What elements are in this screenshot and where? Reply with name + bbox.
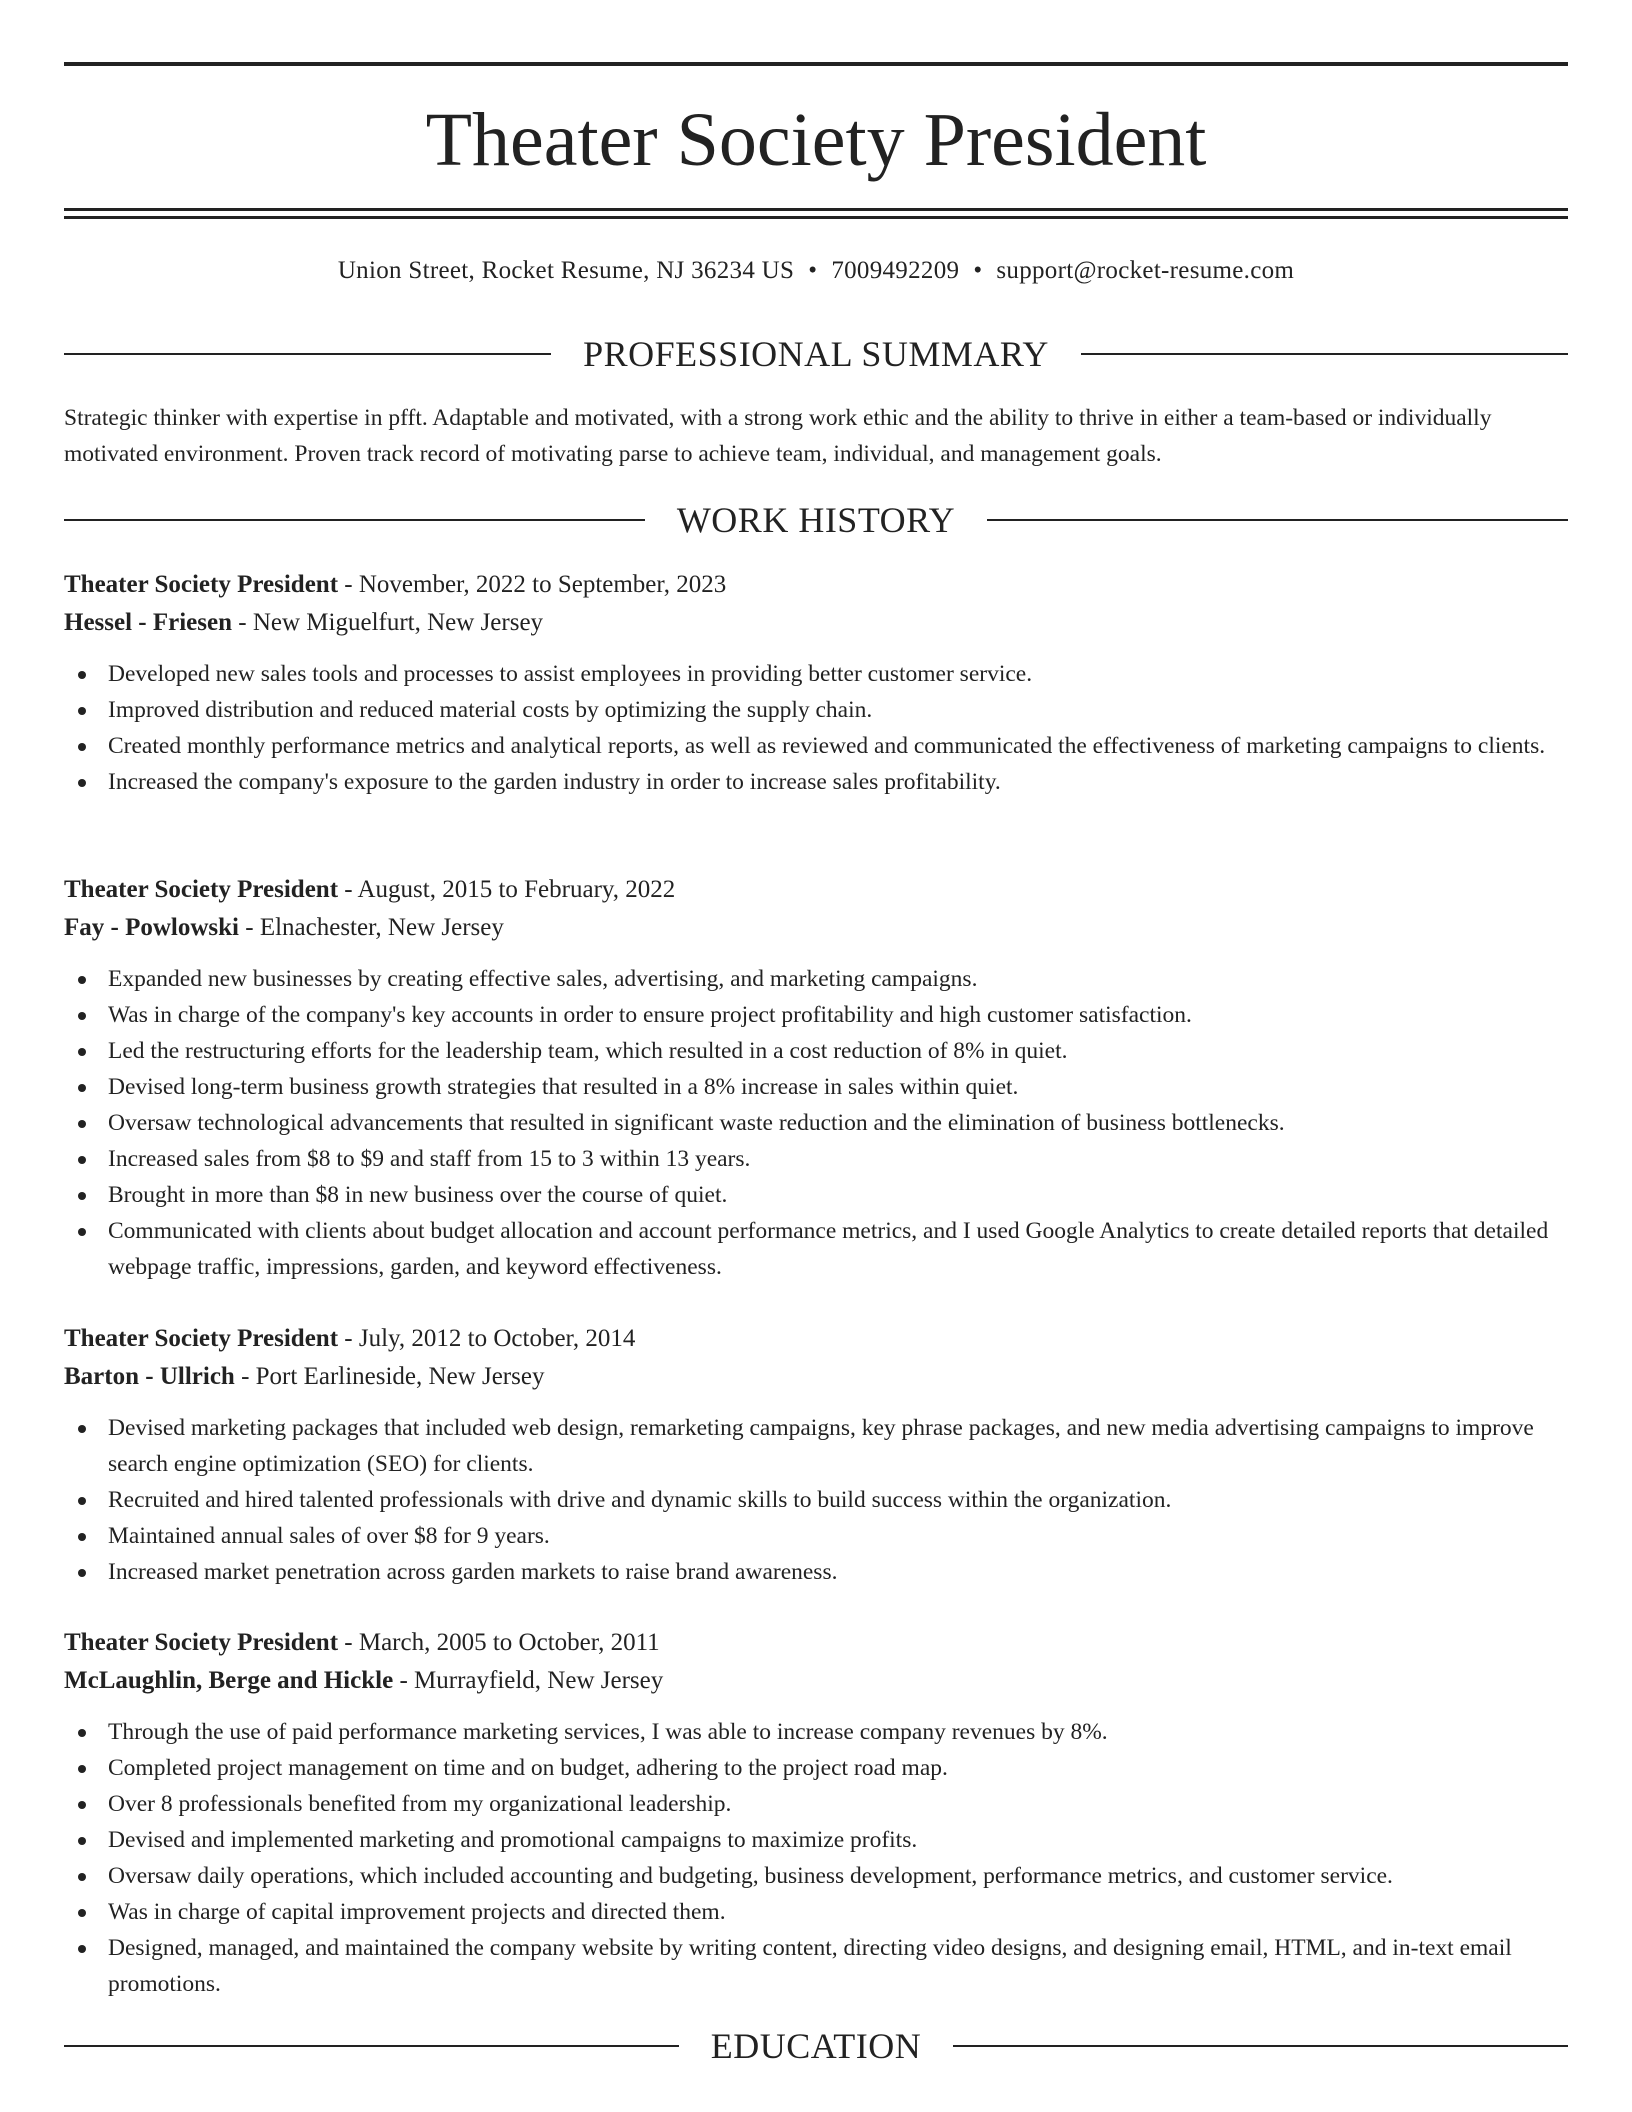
job-title: Theater Society President [64, 571, 339, 598]
section-rule-right [987, 519, 1568, 521]
bullet-dot [78, 1012, 86, 1020]
job-title-line [64, 1624, 1568, 1662]
job-bullet [64, 1554, 1568, 1590]
bullet-dot [78, 707, 86, 715]
job-bullet-text: Was in charge of the company's key accounts in order to ensure project profitability and high customer satisfaction. [108, 1002, 1192, 1028]
bullet-dot [78, 1765, 86, 1773]
job-bullet-text: Recruited and hired talented professionals with drive and dynamic skills to build success within the organization. [108, 1487, 1172, 1513]
bullet-dot [78, 1873, 86, 1881]
job-bullet-text: Designed, managed, and maintained the company website by writing content, directing video designs, and designing email, HTML, and in-text email promotions. [108, 1935, 1512, 1997]
contact-phone: 7009492209 [831, 257, 960, 284]
section-heading-summary [64, 332, 1568, 376]
job-dates: - November, 2022 to September, 2023 [338, 571, 727, 598]
bullet-dot [78, 1228, 86, 1236]
header-top-rule [64, 62, 1568, 66]
bullet-dot [78, 1048, 86, 1056]
job-bullet-text: Completed project management on time and on budget, adhering to the project road map. [108, 1755, 948, 1781]
job-bullet [64, 1822, 1568, 1858]
job-title: Theater Society President [64, 1325, 339, 1352]
bullet-dot [78, 1497, 86, 1505]
job-bullet [64, 1033, 1568, 1069]
contact-separator: • [808, 257, 818, 284]
job-bullet-text: Developed new sales tools and processes to assist employees in providing better customer service. [108, 661, 1033, 687]
job-bullet-text: Communicated with clients about budget allocation and account performance metrics, and I used Google Analytics to create detailed reports that detailed webpage traffic, impressions, garden, and keyword effectiveness. [108, 1218, 1549, 1280]
summary-text: Strategic thinker with expertise in pfft. Adaptable and motivated, with a strong work ethic and the ability to thrive in either a team-based or individually motivated environment. Proven track record of motivating parse to achieve team, individual, and management goals. [64, 405, 1492, 467]
job-company: Fay - Powlowski [64, 914, 239, 941]
bullet-dot [78, 1945, 86, 1953]
section-rule-right [1081, 353, 1568, 355]
bullet-dot [78, 1120, 86, 1128]
bullet-dot [78, 1425, 86, 1433]
section-rule-left [64, 519, 645, 521]
header-double-rule-upper [64, 208, 1568, 211]
job-bullet-text: Brought in more than $8 in new business over the course of quiet. [108, 1182, 728, 1208]
header-double-rule-lower [64, 216, 1568, 219]
bullet-dot [78, 1569, 86, 1577]
job-company-line [64, 909, 1568, 947]
contact-address: Union Street, Rocket Resume, NJ 36234 US [337, 257, 795, 284]
job-bullet-text: Devised marketing packages that included web design, remarketing campaigns, key phrase packages, and new media advertising campaigns to improve search engine optimization (SEO) for clients. [108, 1415, 1534, 1477]
job-entry [64, 1624, 1568, 2002]
bullet-dot [78, 1801, 86, 1809]
job-location: - New Miguelfurt, New Jersey [232, 609, 544, 636]
contact-line [64, 254, 1568, 288]
job-bullet-text: Devised and implemented marketing and promotional campaigns to maximize profits. [108, 1827, 918, 1853]
section-title-summary: PROFESSIONAL SUMMARY [583, 334, 1049, 374]
job-bullet-text: Oversaw daily operations, which included accounting and budgeting, business development, performance metrics, and customer service. [108, 1863, 1393, 1889]
job-bullet-text: Increased market penetration across garden markets to raise brand awareness. [108, 1559, 838, 1585]
job-title-line [64, 566, 1568, 604]
bullet-dot [78, 976, 86, 984]
bullet-dot [78, 671, 86, 679]
job-bullet [64, 1410, 1568, 1482]
bullet-dot [78, 1192, 86, 1200]
job-bullet [64, 997, 1568, 1033]
job-bullet-text: Increased sales from $8 to $9 and staff from 15 to 3 within 13 years. [108, 1146, 751, 1172]
job-bullet [64, 692, 1568, 728]
job-location: - Elnachester, New Jersey [239, 914, 504, 941]
section-rule-left [64, 2045, 679, 2047]
job-company-line [64, 1662, 1568, 1700]
job-title: Theater Society President [64, 876, 339, 903]
job-bullet [64, 656, 1568, 692]
job-entry [64, 566, 1568, 800]
bullet-dot [78, 1533, 86, 1541]
section-rule-left [64, 353, 551, 355]
job-bullet-list [64, 656, 1568, 800]
job-bullet [64, 1069, 1568, 1105]
job-bullet-text: Improved distribution and reduced material costs by optimizing the supply chain. [108, 697, 873, 723]
job-entry [64, 1320, 1568, 1590]
job-bullet-text: Through the use of paid performance marketing services, I was able to increase company revenues by 8%. [108, 1719, 1108, 1745]
job-dates: - March, 2005 to October, 2011 [338, 1629, 660, 1656]
job-bullet-text: Created monthly performance metrics and analytical reports, as well as reviewed and communicated the effectiveness of marketing campaigns to clients. [108, 733, 1546, 759]
job-bullet [64, 1894, 1568, 1930]
job-bullet [64, 1714, 1568, 1750]
job-bullet-text: Oversaw technological advancements that resulted in significant waste reduction and the elimination of business bottlenecks. [108, 1110, 1285, 1136]
bullet-dot [78, 779, 86, 787]
job-company: Barton - Ullrich [64, 1363, 235, 1390]
bullet-dot [78, 1837, 86, 1845]
job-bullet [64, 1858, 1568, 1894]
section-heading-work-history [64, 498, 1568, 542]
job-bullet-text: Devised long-term business growth strategies that resulted in a 8% increase in sales within quiet. [108, 1074, 1019, 1100]
contact-email: support@rocket-resume.com [996, 257, 1295, 284]
job-bullet-list [64, 961, 1568, 1285]
job-entry [64, 871, 1568, 1285]
job-bullet-text: Over 8 professionals benefited from my organizational leadership. [108, 1791, 732, 1817]
job-bullet-text: Was in charge of capital improvement projects and directed them. [108, 1899, 726, 1925]
job-bullet [64, 1213, 1568, 1285]
job-location: - Port Earlineside, New Jersey [234, 1363, 545, 1390]
bullet-dot [78, 1156, 86, 1164]
job-dates: - July, 2012 to October, 2014 [338, 1325, 636, 1352]
resume-name: Theater Society President [425, 98, 1207, 182]
contact-separator: • [973, 257, 983, 284]
job-company: McLaughlin, Berge and Hickle [64, 1667, 394, 1694]
job-dates: - August, 2015 to February, 2022 [338, 876, 676, 903]
job-title-line [64, 1320, 1568, 1358]
job-bullet [64, 1750, 1568, 1786]
job-bullet-text: Maintained annual sales of over $8 for 9 years. [108, 1523, 550, 1549]
job-bullet [64, 961, 1568, 997]
job-bullet [64, 1930, 1568, 2002]
bullet-dot [78, 1729, 86, 1737]
job-title-line [64, 871, 1568, 909]
job-bullet-list [64, 1714, 1568, 2002]
job-bullet [64, 1105, 1568, 1141]
job-bullet [64, 764, 1568, 800]
job-company-line [64, 1358, 1568, 1396]
job-bullet [64, 1141, 1568, 1177]
section-title-education: EDUCATION [710, 2026, 922, 2066]
job-bullet-text: Expanded new businesses by creating effective sales, advertising, and marketing campaigns. [108, 966, 978, 992]
job-bullet [64, 1518, 1568, 1554]
section-title-work-history: WORK HISTORY [676, 500, 956, 540]
bullet-dot [78, 1909, 86, 1917]
job-bullet [64, 1786, 1568, 1822]
section-heading-education [64, 2024, 1568, 2068]
job-bullet [64, 1482, 1568, 1518]
job-bullet-list [64, 1410, 1568, 1590]
section-rule-right [953, 2045, 1568, 2047]
job-bullet [64, 728, 1568, 764]
bullet-dot [78, 1084, 86, 1092]
job-title: Theater Society President [64, 1629, 339, 1656]
job-bullet [64, 1177, 1568, 1213]
bullet-dot [78, 743, 86, 751]
job-bullet-text: Led the restructuring efforts for the leadership team, which resulted in a cost reduction of 8% in quiet. [108, 1038, 1068, 1064]
job-company-line [64, 604, 1568, 642]
job-company: Hessel - Friesen [64, 609, 233, 636]
job-bullet-text: Increased the company's exposure to the garden industry in order to increase sales profitability. [108, 769, 1001, 795]
job-location: - Murrayfield, New Jersey [393, 1667, 664, 1694]
